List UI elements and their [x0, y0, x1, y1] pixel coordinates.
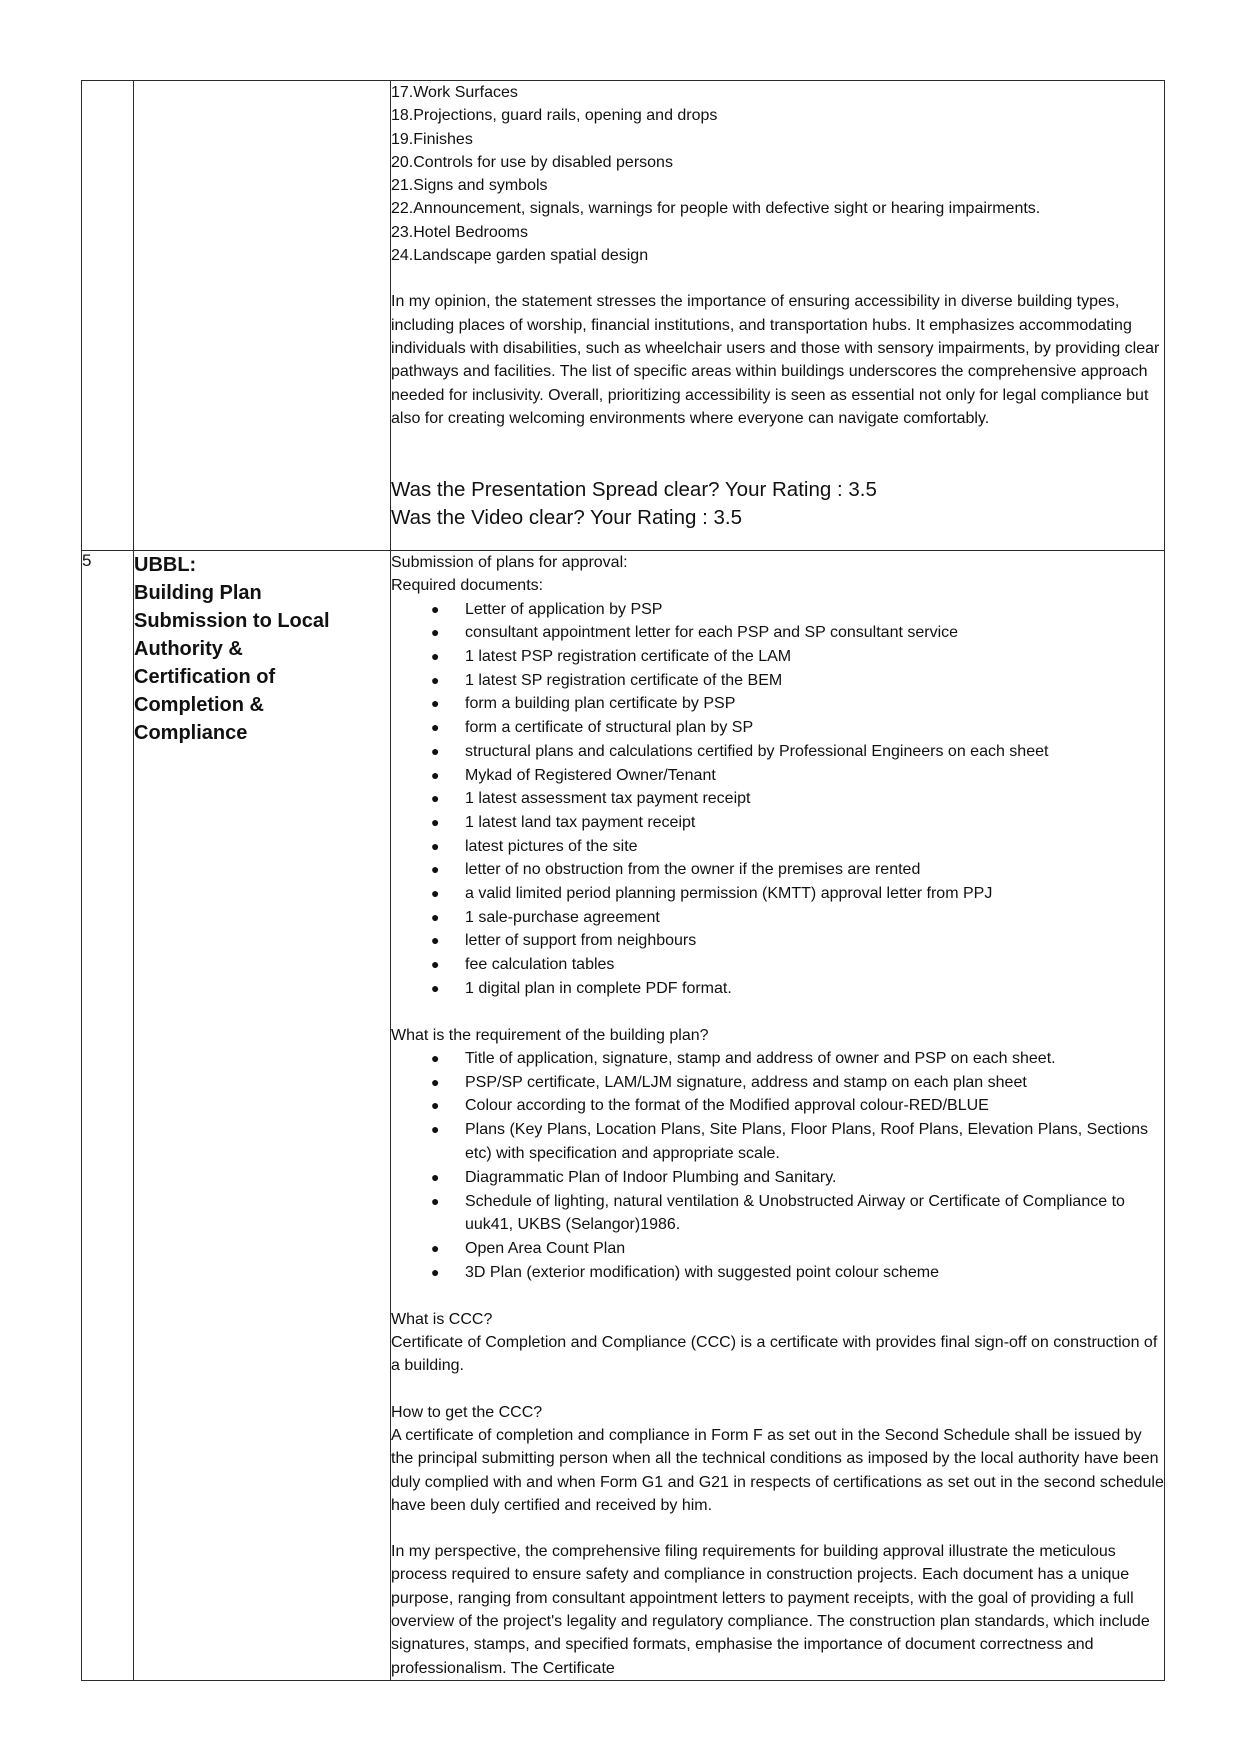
list-item: ● a valid limited period planning permission (KMTT) approval letter from PPJ: [391, 882, 1164, 906]
ccc-answer: Certificate of Completion and Compliance (CCC) is a certificate with provides final sign-off on construction of a building.: [391, 1334, 1158, 1375]
bullet-icon: ●: [431, 1264, 440, 1281]
bullet-icon: ●: [431, 719, 440, 736]
bullet-icon: ●: [431, 908, 440, 925]
row4-number-cell: [82, 81, 134, 551]
section-title-line: Completion &: [134, 694, 264, 716]
list-item: 22.Announcement, signals, warnings for people with defective sight or hearing impairments.: [391, 200, 1041, 218]
list-item: ● Title of application, signature, stamp and address of owner and PSP on each sheet.: [391, 1047, 1164, 1071]
submission-heading: Submission of plans for approval:: [391, 554, 628, 571]
table-row-5: [82, 551, 1165, 1681]
list-item: 19.Finishes: [391, 130, 473, 148]
bullet-icon: ●: [431, 766, 440, 783]
list-item: 21.Signs and symbols: [391, 177, 548, 195]
list-item: 23.Hotel Bedrooms: [391, 223, 528, 241]
section-title-line: UBBL:: [134, 554, 197, 576]
list-item: ● Open Area Count Plan: [391, 1237, 1164, 1261]
list-item: 24.Landscape garden spatial design: [391, 247, 649, 265]
row5-title-cell: [134, 551, 391, 1681]
section-title-line: Submission to Local: [134, 610, 330, 632]
list-item: ● form a building plan certificate by PSP: [391, 692, 1164, 716]
bullet-icon: ●: [431, 1049, 440, 1066]
list-item: ● Schedule of lighting, natural ventilation & Unobstructed Airway or Certificate of Compliance to uuk41, UKBS (Selangor)1986.: [391, 1190, 1164, 1238]
how-answer: A certificate of completion and compliance in Form F as set out in the Second Schedule shall be issued by the principal submitting person when all the technical conditions as imposed by the local authority have been duly complied with and when Form G1 and G21 in respects of certifications as set out in the second schedule have been duly certified and received by him.: [391, 1427, 1164, 1514]
bullet-icon: ●: [431, 1121, 440, 1138]
list-item: ● letter of no obstruction from the owner if the premises are rented: [391, 858, 1164, 882]
list-item: ● Diagrammatic Plan of Indoor Plumbing and Sanitary.: [391, 1166, 1164, 1190]
bullet-icon: ●: [431, 813, 440, 830]
list-item: ● Plans (Key Plans, Location Plans, Site Plans, Floor Plans, Roof Plans, Elevation Plans, Sections etc) with specification and appropriate scale.: [391, 1118, 1164, 1166]
list-item: ● consultant appointment letter for each PSP and SP consultant service: [391, 621, 1164, 645]
list-item: ● 1 latest land tax payment receipt: [391, 811, 1164, 835]
ccc-question: What is CCC?: [391, 1310, 493, 1328]
section-title-line: Authority &: [134, 638, 243, 660]
opinion-paragraph: In my opinion, the statement stresses the importance of ensuring accessibility in diverse building types, including places of worship, financial institutions, and transportation hubs. It emphasizes accommodating individuals with disabilities, such as wheelchair users and those with sensory impairments, by providing clear pathways and facilities. The list of specific areas within buildings underscores the comprehensive approach needed for inclusivity. Overall, prioritizing accessibility is seen as essential not only for legal compliance but also for creating welcoming environments where everyone can navigate comfortably.: [391, 293, 1160, 427]
how-question: How to get the CCC?: [391, 1403, 543, 1421]
bullet-icon: ●: [431, 695, 440, 712]
bullet-icon: ●: [431, 1192, 440, 1209]
list-item: 17.Work Surfaces: [391, 84, 518, 101]
list-item: ● Mykad of Registered Owner/Tenant: [391, 764, 1164, 788]
bullet-icon: ●: [431, 885, 440, 902]
bullet-icon: ●: [431, 956, 440, 973]
bullet-icon: ●: [431, 861, 440, 878]
bullet-icon: ●: [431, 1240, 440, 1257]
presentation-rating: Was the Presentation Spread clear? Your Rating : 3.5: [391, 478, 877, 502]
list-item: ● form a certificate of structural plan by SP: [391, 716, 1164, 740]
table-row-4: [82, 81, 1165, 551]
bullet-icon: ●: [431, 1168, 440, 1185]
list-item: ● letter of support from neighbours: [391, 929, 1164, 953]
perspective-paragraph: In my perspective, the comprehensive filing requirements for building approval illustrate the meticulous process required to ensure safety and compliance in construction projects. Each document has a unique purpose, ranging from consultant appointment letters to payment receipts, with the goal of providing a full overview of the project's legality and regulatory compliance. The construction plan standards, which include signatures, stamps, and specified formats, emphasise the importance of document correctness and professionalism. The Certificate: [391, 1543, 1150, 1677]
bullet-icon: ●: [431, 624, 440, 641]
required-documents-list: [391, 598, 1164, 1001]
section-title-line: Building Plan: [134, 582, 262, 604]
list-item: ● structural plans and calculations certified by Professional Engineers on each sheet: [391, 740, 1164, 764]
bullet-icon: ●: [431, 600, 440, 617]
list-item: ● 1 sale-purchase agreement: [391, 906, 1164, 930]
bullet-icon: ●: [431, 742, 440, 759]
document-table: [81, 80, 1165, 1681]
bullet-icon: ●: [431, 648, 440, 664]
row5-content-cell: [391, 551, 1165, 1681]
bullet-icon: ●: [431, 837, 440, 854]
list-item: ● fee calculation tables: [391, 953, 1164, 977]
requirements-list: [391, 1047, 1164, 1285]
video-rating: Was the Video clear? Your Rating : 3.5: [391, 506, 743, 530]
list-item: ● 1 latest PSP registration certificate of the LAM: [391, 645, 1164, 669]
bullet-icon: ●: [431, 1097, 440, 1114]
row4-title-cell: [134, 81, 391, 551]
list-item: ● 1 digital plan in complete PDF format.: [391, 977, 1164, 1001]
bullet-icon: ●: [431, 932, 440, 949]
bullet-icon: ●: [431, 671, 440, 688]
list-item: ● PSP/SP certificate, LAM/LJM signature, address and stamp on each plan sheet: [391, 1071, 1164, 1095]
list-item: ● Colour according to the format of the Modified approval colour-RED/BLUE: [391, 1094, 1164, 1118]
list-item: 20.Controls for use by disabled persons: [391, 153, 673, 171]
row5-number-cell: [82, 551, 134, 1681]
list-item: ● 3D Plan (exterior modification) with suggested point colour scheme: [391, 1261, 1164, 1285]
section-title-line: Compliance: [134, 722, 248, 744]
list-item: ● latest pictures of the site: [391, 835, 1164, 859]
requirement-question: What is the requirement of the building plan?: [391, 1026, 709, 1044]
list-item: ● 1 latest SP registration certificate of the BEM: [391, 669, 1164, 693]
bullet-icon: ●: [431, 979, 440, 996]
bullet-icon: ●: [431, 1073, 440, 1090]
section-title-line: Certification of: [134, 666, 276, 688]
list-item: ● Letter of application by PSP: [391, 598, 1164, 622]
list-item: 18.Projections, guard rails, opening and drops: [391, 107, 718, 125]
row4-content-cell: [391, 81, 1165, 551]
required-heading: Required documents:: [391, 577, 544, 595]
row-number: 5: [82, 551, 92, 570]
list-item: ● 1 latest assessment tax payment receipt: [391, 787, 1164, 811]
bullet-icon: ●: [431, 790, 440, 807]
